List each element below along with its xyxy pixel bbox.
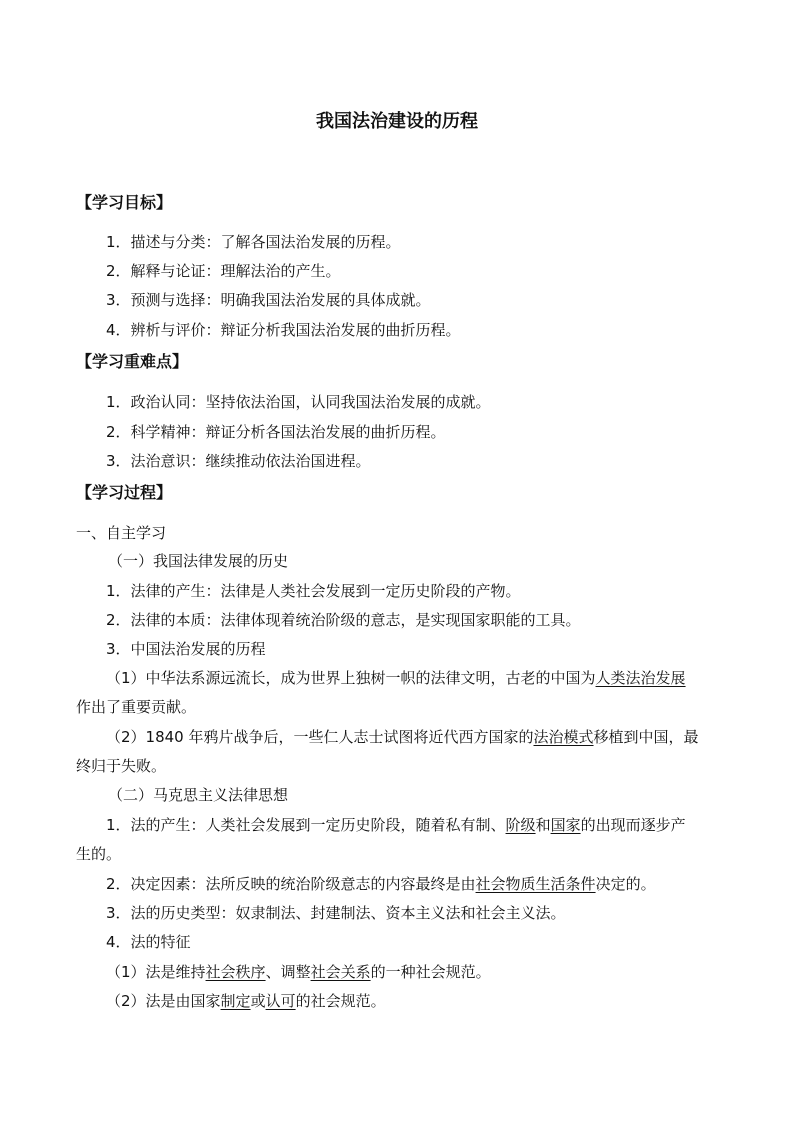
paragraph [106, 962, 491, 982]
page-title: 我国法治建设的历程 [316, 111, 478, 132]
underlined-term: 制定 [220, 992, 251, 1010]
underlined-term: 法治模式 [533, 728, 594, 746]
paragraph-text: 1．法的产生：人类社会发展到一定历史阶段，随着私有制、 [106, 816, 506, 834]
process-heading: 【学习过程】 [76, 483, 173, 502]
paragraph-text: 2．决定因素：法所反映的统治阶级意志的内容最终是由 [106, 875, 476, 893]
goals-heading: 【学习目标】 [76, 193, 173, 212]
underlined-term: 社会物质生活条件 [475, 875, 596, 893]
paragraph: 1．法律的产生：法律是人类社会发展到一定历史阶段的产物。 [106, 582, 521, 600]
subsection-heading: （一）我国法律发展的历史 [108, 552, 289, 570]
keypoint-item: 2．科学精神：辩证分析各国法治发展的曲折历程。 [106, 423, 446, 441]
goal-item: 3．预测与选择：明确我国法治发展的具体成就。 [106, 291, 431, 309]
paragraph-text: 的出现而逐步产 [580, 816, 686, 834]
underlined-term: 阶级 [505, 816, 536, 834]
paragraph: 3．中国法治发展的历程 [106, 640, 266, 658]
paragraph-text: （1）中华法系源远流长，成为世界上独树一帜的法律文明，古老的中国为 [106, 669, 596, 687]
paragraph-continuation: 生的。 [76, 845, 122, 863]
paragraph: 2．法律的本质：法律体现着统治阶级的意志，是实现国家职能的工具。 [106, 611, 581, 629]
paragraph [106, 874, 656, 894]
paragraph-text: （2）法是由国家 [106, 992, 221, 1010]
paragraph-text: 、调整 [265, 963, 311, 981]
section-heading: 一、自主学习 [76, 524, 167, 542]
paragraph [106, 727, 699, 747]
underlined-term: 国家 [550, 816, 581, 834]
keypoint-item: 1．政治认同：坚持依法治国，认同我国法治发展的成就。 [106, 393, 491, 411]
paragraph-text: 的一种社会规范。 [370, 963, 491, 981]
underlined-term: 人类法治发展 [595, 669, 686, 687]
paragraph-text: （2）1840 年鸦片战争后，一些仁人志士试图将近代西方国家的 [106, 728, 534, 746]
paragraph-continuation: 作出了重要贡献。 [76, 698, 197, 716]
paragraph [106, 668, 686, 688]
underlined-term: 社会关系 [310, 963, 371, 981]
subsection-heading: （二）马克思主义法律思想 [108, 786, 289, 804]
keypoints-heading: 【学习重难点】 [76, 352, 189, 371]
paragraph-text: 和 [535, 816, 551, 834]
paragraph-text: 决定的。 [595, 875, 656, 893]
paragraph [106, 991, 386, 1011]
paragraph: 3．法的历史类型：奴隶制法、封建制法、资本主义法和社会主义法。 [106, 904, 566, 922]
paragraph-text: 移植到中国，最 [593, 728, 699, 746]
goal-item: 1．描述与分类：了解各国法治发展的历程。 [106, 233, 401, 251]
goal-item: 4．辨析与评价：辩证分析我国法治发展的曲折历程。 [106, 321, 461, 339]
paragraph-text: （1）法是维持 [106, 963, 206, 981]
paragraph [106, 815, 686, 835]
goal-item: 2．解释与论证：理解法治的产生。 [106, 262, 341, 280]
paragraph: 4．法的特征 [106, 933, 191, 951]
paragraph-text: 或 [250, 992, 266, 1010]
underlined-term: 社会秩序 [205, 963, 266, 981]
underlined-term: 认可 [265, 992, 296, 1010]
keypoint-item: 3．法治意识：继续推动依法治国进程。 [106, 452, 371, 470]
paragraph-continuation: 终归于失败。 [76, 757, 167, 775]
paragraph-text: 的社会规范。 [295, 992, 386, 1010]
